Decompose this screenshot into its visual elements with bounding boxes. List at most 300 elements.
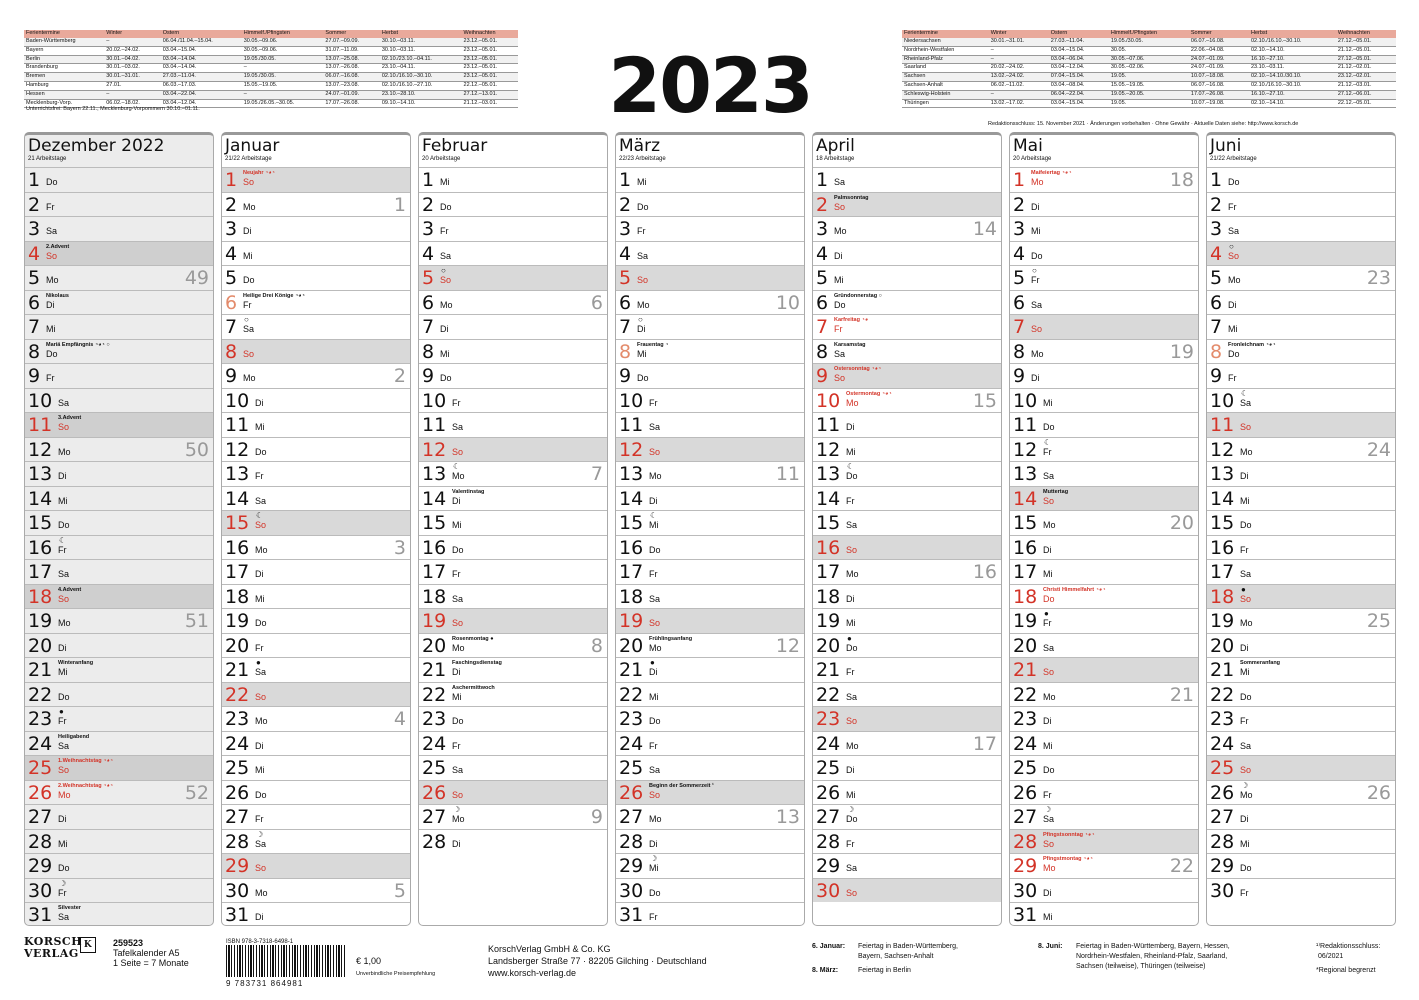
weekday-label: Mi xyxy=(649,691,659,702)
holiday-cell: 03.04.–08.04. xyxy=(1049,81,1109,90)
holiday-cell: Bayern xyxy=(24,46,104,55)
day-row xyxy=(616,780,804,805)
day-number: 27 xyxy=(619,806,644,828)
day-number: 18 xyxy=(225,585,250,608)
weekday-label: Mi xyxy=(1240,495,1250,506)
day-number: 12 xyxy=(1210,438,1235,461)
day-row xyxy=(222,314,410,339)
weekday-label: Fr xyxy=(58,887,67,898)
day-number: 18 xyxy=(422,585,447,608)
holiday-cell: 19.05.–20.05. xyxy=(1109,90,1189,99)
week-number: 21 xyxy=(1169,683,1194,706)
day-number: 11 xyxy=(1013,414,1038,436)
day-row xyxy=(616,437,804,462)
week-number: 24 xyxy=(1366,438,1391,461)
weekday-label: Mi xyxy=(846,618,856,628)
holiday-cell: 22.12.–05.01. xyxy=(462,81,518,90)
price: € 1,00 xyxy=(356,956,382,966)
moon-phase-icon: ● xyxy=(650,658,655,667)
day-row xyxy=(813,853,1001,878)
weekday-label: So xyxy=(1240,422,1252,432)
day-number: 22 xyxy=(816,683,841,706)
day-number: 24 xyxy=(619,732,644,755)
day-number: 14 xyxy=(1013,487,1038,510)
day-number: 28 xyxy=(422,830,447,853)
day-number: 26 xyxy=(816,781,841,804)
month-column xyxy=(221,132,411,926)
weekday-label: Do xyxy=(649,716,661,726)
day-row xyxy=(222,510,410,535)
weekday-label: Mi xyxy=(649,863,659,873)
day-number: 5 xyxy=(1013,267,1026,289)
day-number: 1 xyxy=(28,169,41,191)
day-number: 2 xyxy=(619,193,632,216)
day-row xyxy=(616,682,804,707)
weekday-label: Do xyxy=(1240,691,1252,702)
day-row xyxy=(419,584,607,609)
weekday-label: Do xyxy=(1228,177,1240,187)
holiday-cell: Brandenburg xyxy=(24,64,104,73)
day-number: 29 xyxy=(1013,855,1038,877)
holiday-header-row xyxy=(902,30,1396,38)
weekday-label: Do xyxy=(452,544,464,555)
weekday-label: Do xyxy=(58,691,70,702)
month-name: Dezember 2022 xyxy=(28,136,165,156)
weekday-label: Di xyxy=(649,495,658,506)
weekday-label: Do xyxy=(649,887,661,898)
holiday-header-cell: Ostern xyxy=(1049,30,1109,38)
day-number: 12 xyxy=(28,438,53,461)
weekday-label: Do xyxy=(1228,348,1240,359)
day-number: 6 xyxy=(28,291,41,314)
day-row xyxy=(1207,437,1395,462)
week-number: 2 xyxy=(393,365,406,387)
weekday-label: Di xyxy=(1043,887,1052,898)
day-row xyxy=(25,706,213,731)
weekday-label: Mi xyxy=(1043,740,1053,751)
holiday-cell: Thüringen xyxy=(902,99,989,108)
day-number: 5 xyxy=(28,267,41,289)
weekday-label: Sa xyxy=(1240,740,1252,751)
day-row xyxy=(1207,780,1395,805)
weekday-label: Di xyxy=(846,765,855,775)
weekday-label: So xyxy=(834,373,846,383)
day-row xyxy=(1207,657,1395,682)
holiday-cell: 02.10./16.10.–30.10. xyxy=(1249,81,1336,90)
day-number: 22 xyxy=(619,683,644,706)
day-row xyxy=(1207,510,1395,535)
day-number: 9 xyxy=(1210,365,1223,387)
day-row xyxy=(419,241,607,266)
day-row xyxy=(222,878,410,903)
holiday-cell: 03.04.–12.04. xyxy=(161,99,242,108)
weekday-label: Mo xyxy=(834,226,847,236)
day-row xyxy=(25,804,213,829)
day-number: 25 xyxy=(619,757,644,779)
holiday-cell: 24.07.–01.09. xyxy=(1189,64,1249,73)
day-number: 29 xyxy=(225,855,250,877)
day-number: 9 xyxy=(28,365,41,387)
holiday-cell: Baden-Württemberg xyxy=(24,38,104,46)
day-number: 7 xyxy=(619,316,632,338)
day-row xyxy=(222,829,410,854)
day-row xyxy=(1010,290,1198,315)
weekday-label: Do xyxy=(1043,422,1055,432)
day-row xyxy=(1010,829,1198,854)
day-row xyxy=(1010,265,1198,290)
day-number: 20 xyxy=(422,634,447,657)
day-number: 12 xyxy=(422,438,447,461)
moon-phase-icon: ☾ xyxy=(256,511,264,520)
weekday-label: Sa xyxy=(255,495,267,506)
day-row xyxy=(222,755,410,780)
day-number: 14 xyxy=(28,487,53,510)
holiday-note: 1.Weihnachtstag ◔◕◔ xyxy=(58,758,114,764)
day-number: 15 xyxy=(1210,512,1235,534)
day-number: 11 xyxy=(422,414,447,436)
day-row xyxy=(616,657,804,682)
weekday-label: Do xyxy=(1043,593,1055,604)
weekday-label: Di xyxy=(846,422,855,432)
day-number: 21 xyxy=(619,659,644,681)
day-row xyxy=(222,388,410,413)
day-number: 25 xyxy=(1013,757,1038,779)
day-number: 10 xyxy=(225,389,250,412)
day-number: 11 xyxy=(225,414,250,436)
day-number: 30 xyxy=(619,879,644,902)
moon-phase-icon: ● xyxy=(59,707,64,716)
day-number: 22 xyxy=(1013,683,1038,706)
holiday-row xyxy=(24,81,518,90)
day-row xyxy=(813,584,1001,609)
day-number: 24 xyxy=(816,732,841,755)
holiday-cell: 21.12.–03.01. xyxy=(462,99,518,108)
day-number: 5 xyxy=(225,267,238,289)
day-number: 8 xyxy=(28,340,41,363)
day-row xyxy=(222,290,410,315)
publisher: KorschVerlag GmbH & Co. KG xyxy=(488,944,611,954)
holiday-cell: 03.04.–12.04. xyxy=(1049,64,1109,73)
weekday-label: Mo xyxy=(846,397,859,408)
holiday-cell: 27.12.–13.01. xyxy=(462,90,518,99)
day-number: 13 xyxy=(422,463,447,485)
moon-phase-icon: ☽ xyxy=(650,854,658,863)
day-row xyxy=(419,804,607,829)
weekday-label: Fr xyxy=(846,495,855,506)
day-row xyxy=(616,804,804,829)
day-row xyxy=(25,853,213,878)
day-row xyxy=(616,363,804,388)
day-number: 19 xyxy=(422,610,447,632)
weekday-label: Do xyxy=(58,520,70,530)
holiday-cell: Hessen xyxy=(24,90,104,99)
holiday-cell: Sachsen xyxy=(902,73,989,82)
holiday-note: 2.Advent xyxy=(46,243,70,250)
week-number: 22 xyxy=(1169,855,1194,877)
day-row xyxy=(813,437,1001,462)
day-row xyxy=(1207,461,1395,486)
day-number: 24 xyxy=(225,732,250,755)
weekday-label: So xyxy=(1228,250,1240,261)
weekday-label: Mi xyxy=(1240,838,1250,849)
holiday-cell: 30.01.–03.02. xyxy=(104,64,160,73)
weekday-label: Do xyxy=(1240,520,1252,530)
day-number: 15 xyxy=(225,512,250,534)
day-row xyxy=(813,682,1001,707)
holiday-cell: 06.02.–18.02. xyxy=(104,99,160,108)
holiday-note: Karfreitag ◔◕ xyxy=(834,317,869,323)
holiday-cell: 06.02.–11.02. xyxy=(989,81,1049,90)
day-number: 4 xyxy=(619,242,632,265)
weekday-label: Di xyxy=(46,299,55,310)
weekday-label: Sa xyxy=(255,667,267,677)
day-number: 5 xyxy=(422,267,435,289)
day-row xyxy=(616,265,804,290)
weekday-label: Do xyxy=(243,275,255,285)
holiday-cell: 06.07.–16.08. xyxy=(1189,81,1249,90)
holiday-cell: Bremen xyxy=(24,73,104,82)
day-row xyxy=(1207,535,1395,560)
day-number: 13 xyxy=(28,463,53,485)
holiday-header-cell: Weihnachten xyxy=(462,30,518,38)
weekday-label: Di xyxy=(637,324,646,334)
day-row xyxy=(419,363,607,388)
holiday-note: Karsamstag xyxy=(834,341,866,348)
day-number: 21 xyxy=(422,659,447,681)
redaktion-date: 06/2021 xyxy=(1318,953,1344,960)
day-row xyxy=(222,706,410,731)
weekday-label: Do xyxy=(1043,765,1055,775)
weekday-label: Fr xyxy=(649,912,658,922)
footnote-date-3: 8. Juni: xyxy=(1038,943,1063,950)
day-row xyxy=(419,829,607,854)
day-row xyxy=(616,755,804,780)
holiday-cell: 03.04.–14.04. xyxy=(161,64,242,73)
holiday-header-cell: Winter xyxy=(104,30,160,38)
day-number: 3 xyxy=(28,218,41,240)
weekday-label: So xyxy=(1043,667,1055,677)
holiday-note: Aschermittwoch xyxy=(452,684,495,691)
day-number: 23 xyxy=(816,708,841,730)
holiday-row xyxy=(24,46,518,55)
day-row xyxy=(813,461,1001,486)
weekday-label: Fr xyxy=(1031,275,1040,285)
holiday-note: Maifeiertag ◔◕◔ xyxy=(1031,170,1072,176)
weekday-label: Di xyxy=(1043,544,1052,555)
holiday-header-cell: Ostern xyxy=(161,30,242,38)
day-number: 8 xyxy=(816,340,829,363)
day-number: 10 xyxy=(619,389,644,412)
holiday-cell: 22.12.–05.01. xyxy=(1336,99,1396,108)
day-number: 19 xyxy=(1013,610,1038,632)
holiday-cell: – xyxy=(242,90,324,99)
day-row xyxy=(616,878,804,903)
weekday-label: Mi xyxy=(637,177,647,187)
weekday-label: So xyxy=(846,887,858,898)
holiday-cell: Sachsen-Anhalt xyxy=(902,81,989,90)
holiday-cell: 23.10.–04.11. xyxy=(380,64,462,73)
day-number: 25 xyxy=(28,757,53,779)
day-number: 26 xyxy=(1013,781,1038,804)
holiday-cell: 03.04.–14.04. xyxy=(161,55,242,64)
day-number: 11 xyxy=(1210,414,1235,436)
day-row xyxy=(1010,608,1198,633)
week-number: 23 xyxy=(1366,267,1391,289)
holiday-cell: Mecklenburg-Vorp. xyxy=(24,99,104,108)
holiday-cell: 06.03.–17.03. xyxy=(161,81,242,90)
holiday-note: Pfingstsonntag ◔◕◔ xyxy=(1043,831,1095,838)
day-number: 21 xyxy=(1013,659,1038,681)
weekday-label: Mo xyxy=(255,887,268,898)
weekday-label: Di xyxy=(440,324,449,334)
week-number: 15 xyxy=(972,389,997,412)
holiday-header-cell: Sommer xyxy=(1189,30,1249,38)
holiday-cell: – xyxy=(989,90,1049,99)
day-row xyxy=(222,216,410,241)
day-row xyxy=(25,412,213,437)
day-number: 16 xyxy=(1013,536,1038,559)
day-number: 5 xyxy=(816,267,829,289)
month-workdays: 18 Arbeitstage xyxy=(816,156,855,162)
day-row xyxy=(222,486,410,511)
day-number: 19 xyxy=(28,610,53,632)
weekday-label: Di xyxy=(1228,299,1237,310)
weekday-label: Di xyxy=(255,397,264,408)
day-row xyxy=(419,265,607,290)
weekday-label: Mo xyxy=(1043,691,1056,702)
day-row xyxy=(419,216,607,241)
article-number: 259523 xyxy=(113,938,144,948)
holiday-note: Mariä Empfängnis ◔◕◔ ○ xyxy=(46,341,110,348)
regional-note: *Regional begrenzt xyxy=(1316,967,1376,974)
day-number: 1 xyxy=(225,169,238,191)
weekday-label: Sa xyxy=(1228,226,1240,236)
day-row xyxy=(25,265,213,290)
day-row xyxy=(419,535,607,560)
weekday-label: Fr xyxy=(255,814,264,824)
day-row xyxy=(419,437,607,462)
day-row xyxy=(813,804,1001,829)
day-number: 15 xyxy=(28,512,53,534)
weekday-label: Fr xyxy=(637,226,646,236)
day-number: 11 xyxy=(816,414,841,436)
holiday-cell: 02.10./16.10.–30.10. xyxy=(1249,38,1336,46)
day-row xyxy=(222,657,410,682)
weekday-label: Sa xyxy=(649,593,661,604)
month-name: Januar xyxy=(225,136,280,156)
moon-phase-icon: ☾ xyxy=(1241,388,1249,398)
holiday-cell: 07.04.–15.04. xyxy=(1049,73,1109,82)
day-row xyxy=(1207,412,1395,437)
day-row xyxy=(1010,682,1198,707)
day-row xyxy=(616,608,804,633)
weekday-label: Fr xyxy=(243,299,252,310)
holiday-cell: 10.07.–18.08. xyxy=(1189,73,1249,82)
day-row xyxy=(616,314,804,339)
barcode xyxy=(226,945,346,977)
week-number: 12 xyxy=(775,634,800,657)
holiday-cell: 03.04.–15.04. xyxy=(161,46,242,55)
weekday-label: Mi xyxy=(440,348,450,359)
holiday-note: Gründonnerstag ○ xyxy=(834,292,882,299)
day-row xyxy=(813,388,1001,413)
weekday-label: Di xyxy=(649,667,658,677)
day-number: 1 xyxy=(816,169,829,191)
day-row xyxy=(25,608,213,633)
day-row xyxy=(1010,584,1198,609)
day-row xyxy=(813,510,1001,535)
weekday-label: Sa xyxy=(1043,814,1055,824)
publisher-web: www.korsch-verlag.de xyxy=(488,968,577,978)
day-row xyxy=(1010,486,1198,511)
day-number: 8 xyxy=(619,340,632,363)
weekday-label: Mi xyxy=(846,446,856,457)
day-row xyxy=(222,535,410,560)
day-row xyxy=(1010,167,1198,192)
day-row xyxy=(419,290,607,315)
day-number: 4 xyxy=(1013,242,1026,265)
day-number: 20 xyxy=(28,634,53,657)
moon-phase-icon: ☽ xyxy=(1241,780,1249,790)
day-number: 16 xyxy=(619,536,644,559)
footnote-text-3b: Nordrhein-Westfalen, Rheinland-Pfalz, Saarland, xyxy=(1076,953,1228,960)
moon-phase-icon: ☽ xyxy=(59,878,67,888)
weekday-label: Mo xyxy=(637,299,650,310)
month-name: März xyxy=(619,136,660,156)
month-workdays: 20 Arbeitstage xyxy=(422,156,461,162)
weekday-label: Mi xyxy=(1228,324,1238,334)
holiday-cell: 02.10./16.10.–30.10. xyxy=(380,73,462,82)
weekday-label: Mo xyxy=(1240,618,1253,628)
holiday-row xyxy=(902,46,1396,55)
day-number: 25 xyxy=(816,757,841,779)
day-row xyxy=(419,706,607,731)
day-number: 8 xyxy=(225,340,238,363)
day-number: 23 xyxy=(422,708,447,730)
weekday-label: Mo xyxy=(255,544,268,555)
holiday-row xyxy=(24,64,518,73)
day-row xyxy=(222,902,410,927)
footnote-date-1: 6. Januar: xyxy=(812,943,846,950)
holiday-note: Neujahr ◔◕◔ xyxy=(243,170,275,176)
weekday-label: So xyxy=(255,863,267,873)
week-number: 3 xyxy=(393,536,406,559)
weekday-label: Fr xyxy=(1240,887,1249,898)
day-row xyxy=(222,241,410,266)
school-holidays-table-left xyxy=(24,30,518,108)
day-number: 27 xyxy=(225,806,250,828)
holiday-note: Palmsonntag xyxy=(834,194,869,201)
day-row xyxy=(25,388,213,413)
day-number: 2 xyxy=(816,193,829,216)
day-number: 4 xyxy=(225,242,238,265)
weekday-label: Di xyxy=(649,838,658,849)
day-number: 17 xyxy=(1013,561,1038,583)
weekday-label: Mi xyxy=(452,691,462,702)
footnote-text-3a: Feiertag in Baden-Württemberg, Bayern, Hessen, xyxy=(1076,943,1230,950)
day-number: 28 xyxy=(619,830,644,853)
moon-phase-icon: ● xyxy=(1241,584,1246,594)
weekday-label: So xyxy=(1043,838,1055,849)
day-number: 22 xyxy=(1210,683,1235,706)
weekday-label: So xyxy=(846,716,858,726)
day-row xyxy=(616,412,804,437)
day-number: 1 xyxy=(619,169,632,191)
holiday-cell: 30.05.–02.06. xyxy=(1109,64,1189,73)
day-row xyxy=(1010,363,1198,388)
day-number: 10 xyxy=(816,389,841,412)
weekday-label: Fr xyxy=(452,569,461,579)
